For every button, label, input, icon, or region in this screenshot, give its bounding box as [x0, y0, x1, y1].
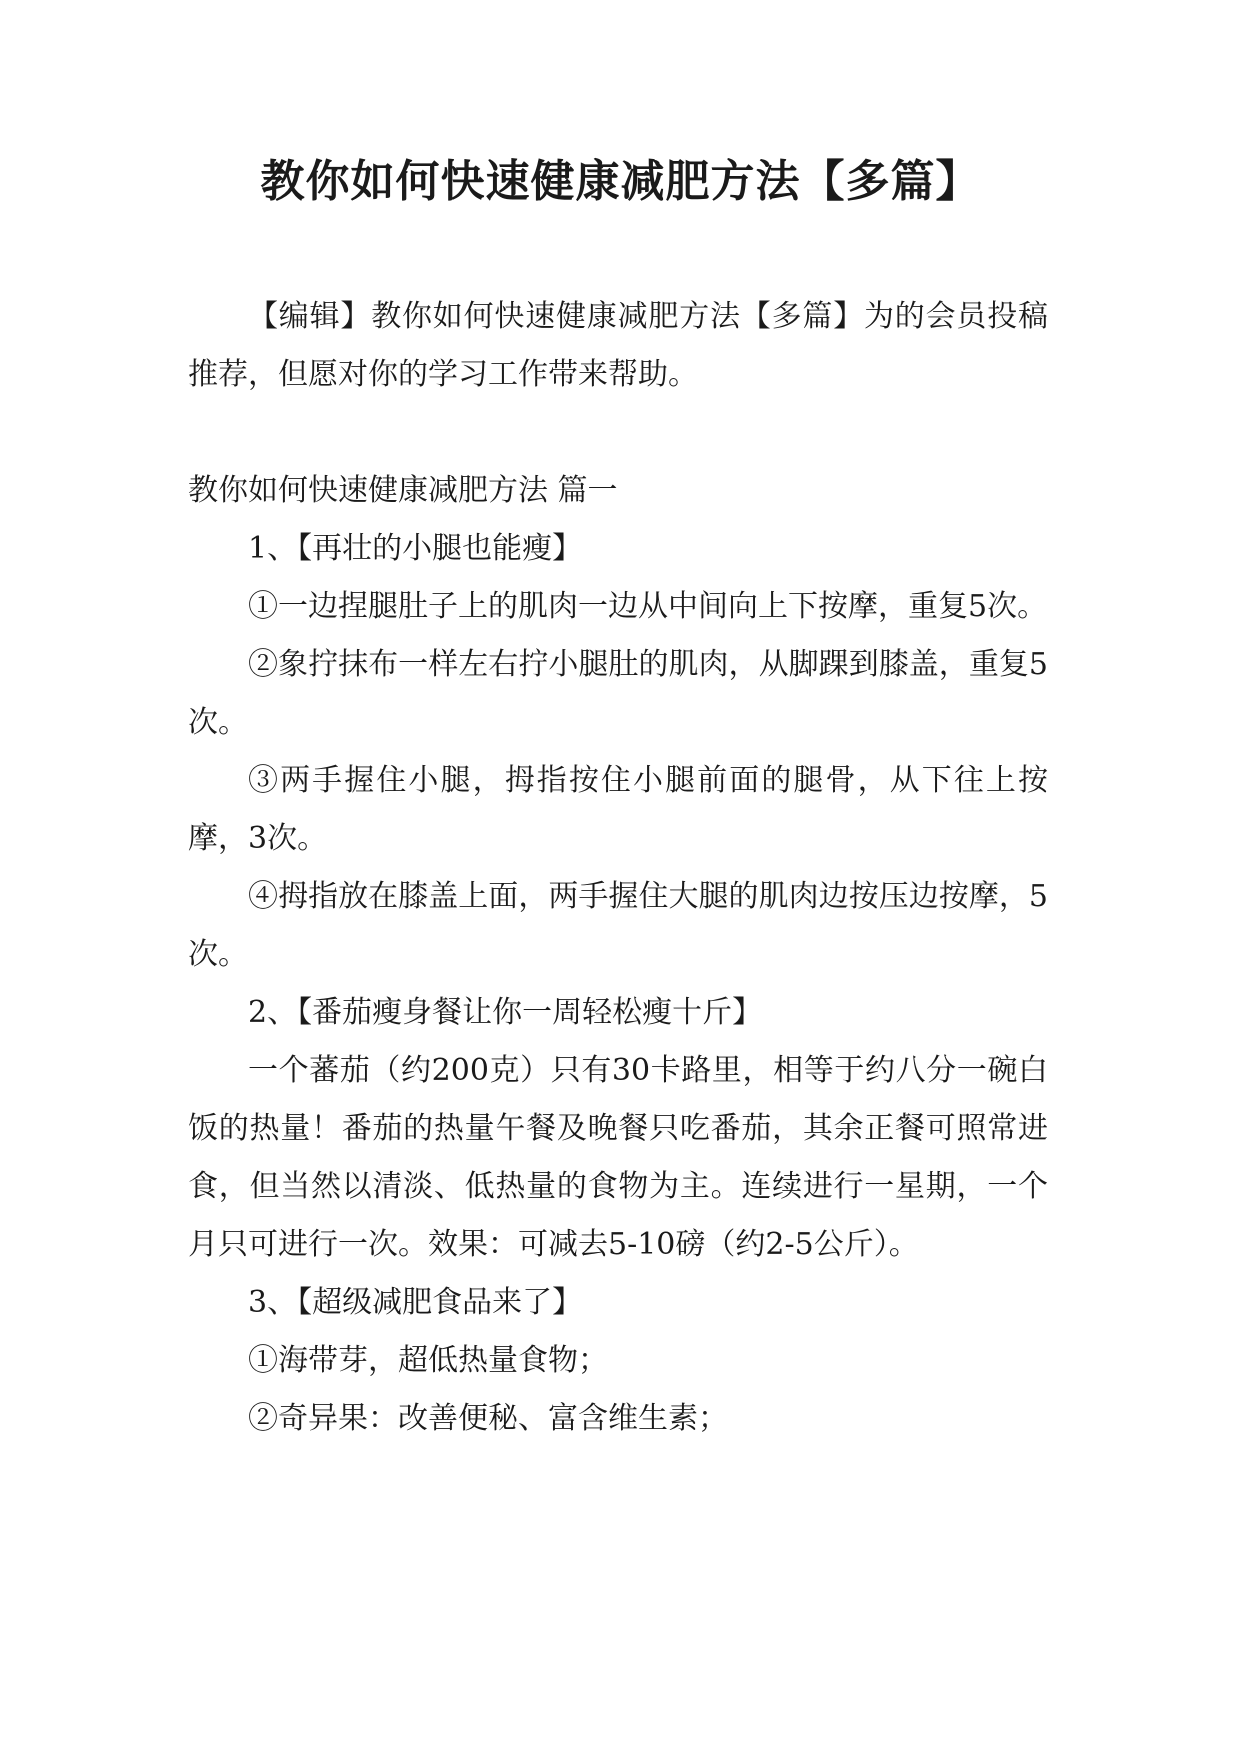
- paragraph: 3、【超级减肥食品来了】: [248, 1285, 583, 1320]
- paragraph: 一个蕃茄（约200克）只有30卡路里，相等于约八分一碗白饭的热量！番茄的热量午餐及晚餐只吃番茄，其余正餐可照常进食，但当然以清淡、低热量的食物为主。连续进行一星期，一个月只可进行一次。效果：可减去5-10磅（约2-5公斤）。: [188, 1053, 1048, 1262]
- paragraph: ①一边捏腿肚子上的肌肉一边从中间向上下按摩，重复5次。: [248, 589, 1048, 624]
- paragraph: ①海带芽，超低热量食物；: [248, 1343, 608, 1378]
- section-heading: 教你如何快速健康减肥方法 篇一: [188, 473, 618, 508]
- paragraph: ③两手握住小腿，拇指按住小腿前面的腿骨，从下往上按摩，3次。: [188, 763, 1048, 856]
- paragraph: ②象拧抹布一样左右拧小腿肚的肌肉，从脚踝到膝盖，重复5次。: [188, 647, 1048, 740]
- intro-paragraph: 【编辑】教你如何快速健康减肥方法【多篇】为的会员投稿推荐，但愿对你的学习工作带来帮助。: [188, 299, 1048, 392]
- document-body: [188, 288, 1048, 1448]
- paragraph: ②奇异果：改善便秘、富含维生素；: [248, 1401, 728, 1436]
- paragraph-gap: [188, 404, 1048, 462]
- paragraph: ④拇指放在膝盖上面，两手握住大腿的肌肉边按压边按摩，5次。: [188, 879, 1048, 972]
- document-title: 教你如何快速健康减肥方法【多篇】: [260, 156, 981, 207]
- paragraph: 2、【番茄瘦身餐让你一周轻松瘦十斤】: [248, 995, 763, 1030]
- paragraph: 1、【再壮的小腿也能瘦】: [248, 531, 583, 566]
